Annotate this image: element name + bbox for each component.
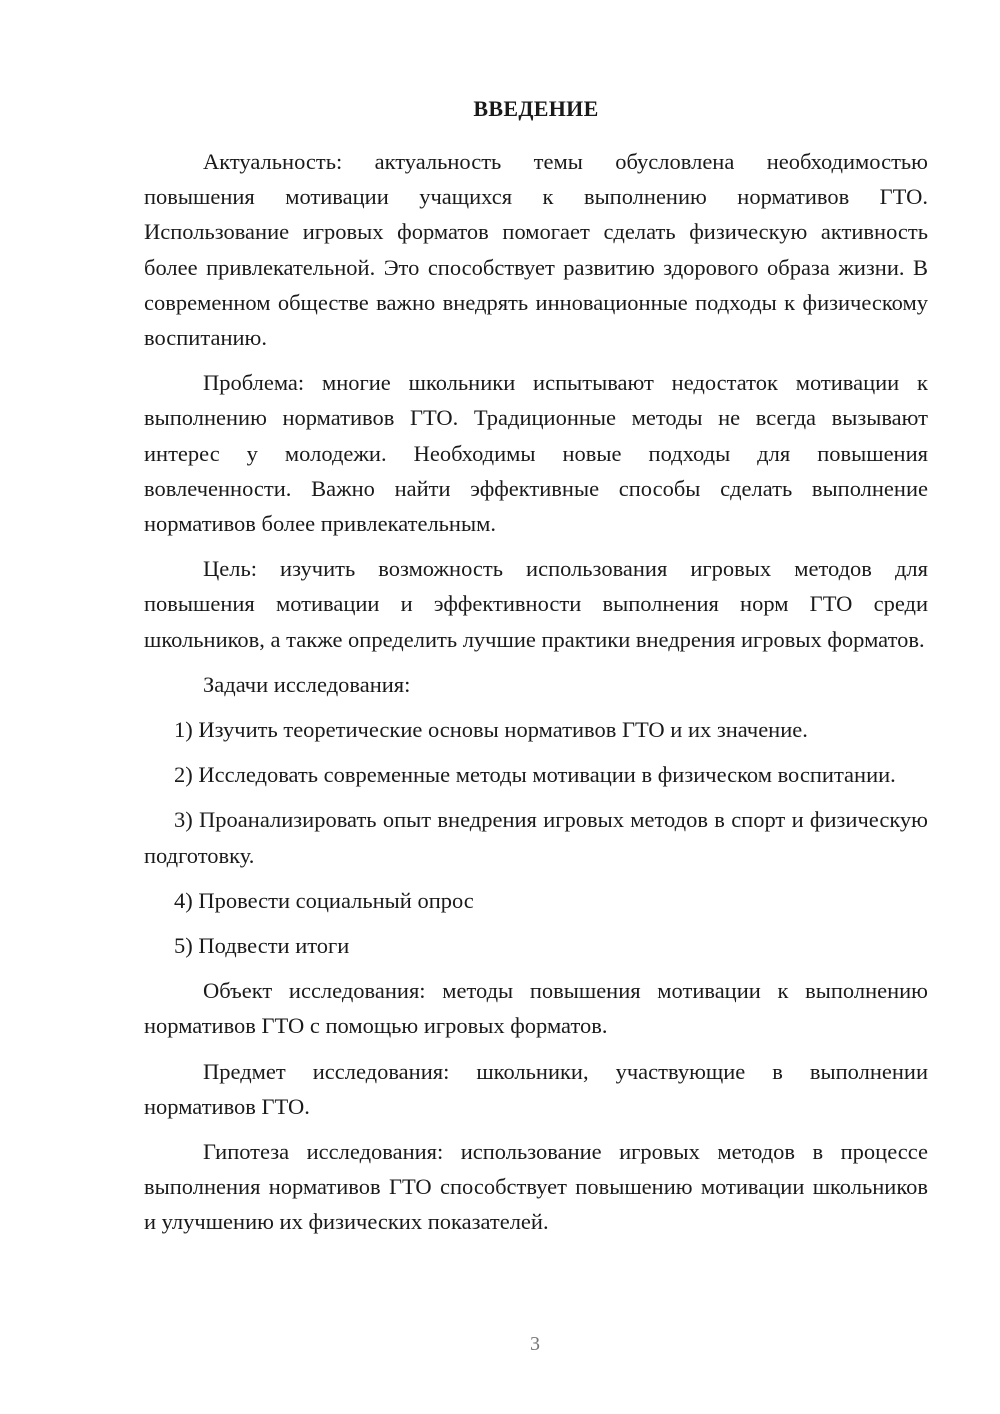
paragraph-object: Объект исследования: методы повышения мотивации к выполнению нормативов ГТО с помощью игровых форматов. xyxy=(144,978,928,1039)
list-item-task-4: 4) Провести социальный опрос xyxy=(174,887,474,913)
tasks-heading: Задачи исследования: xyxy=(203,671,411,697)
page-number: 3 xyxy=(530,1333,540,1355)
paragraph-subject: Предмет исследования: школьники, участвующие в выполнении нормативов ГТО. xyxy=(144,1058,928,1119)
paragraph-hypothesis: Гипотеза исследования: использование игровых методов в процессе выполнения нормативов ГТО способствует повышению мотивации школьников и улучшению их физических показателей. xyxy=(144,1139,928,1235)
list-item-task-1: 1) Изучить теоретические основы нормативов ГТО и их значение. xyxy=(174,717,808,743)
list-item-task-2: 2) Исследовать современные методы мотивации в физическом воспитании. xyxy=(174,762,896,788)
paragraph-relevance: Актуальность: актуальность темы обусловлена необходимостью повышения мотивации учащихся к выполнению нормативов ГТО. Использование игровых форматов помогает сделать физическую активность более привлекательной. Это способствует развитию здорового образа жизни. В современном обществе важно внедрять инновационные подходы к физическому воспитанию. xyxy=(144,149,928,351)
paragraph-goal: Цель: изучить возможность использования игровых методов для повышения мотивации и эффективности выполнения норм ГТО среди школьников, а также определить лучшие практики внедрения игровых форматов. xyxy=(144,556,928,652)
list-item-task-3: 3) Проанализировать опыт внедрения игровых методов в спорт и физическую подготовку. xyxy=(144,807,928,868)
document-page xyxy=(144,94,928,1250)
list-item-task-5: 5) Подвести итоги xyxy=(174,933,350,959)
paragraph-problem: Проблема: многие школьники испытывают недостаток мотивации к выполнению нормативов ГТО. Традиционные методы не всегда вызывают интерес у молодежи. Необходимы новые подходы для повышения вовлеченности. Важно найти эффективные способы сделать выполнение нормативов более привлекательным. xyxy=(144,370,928,537)
document-title: ВВЕДЕНИЕ xyxy=(473,96,599,121)
